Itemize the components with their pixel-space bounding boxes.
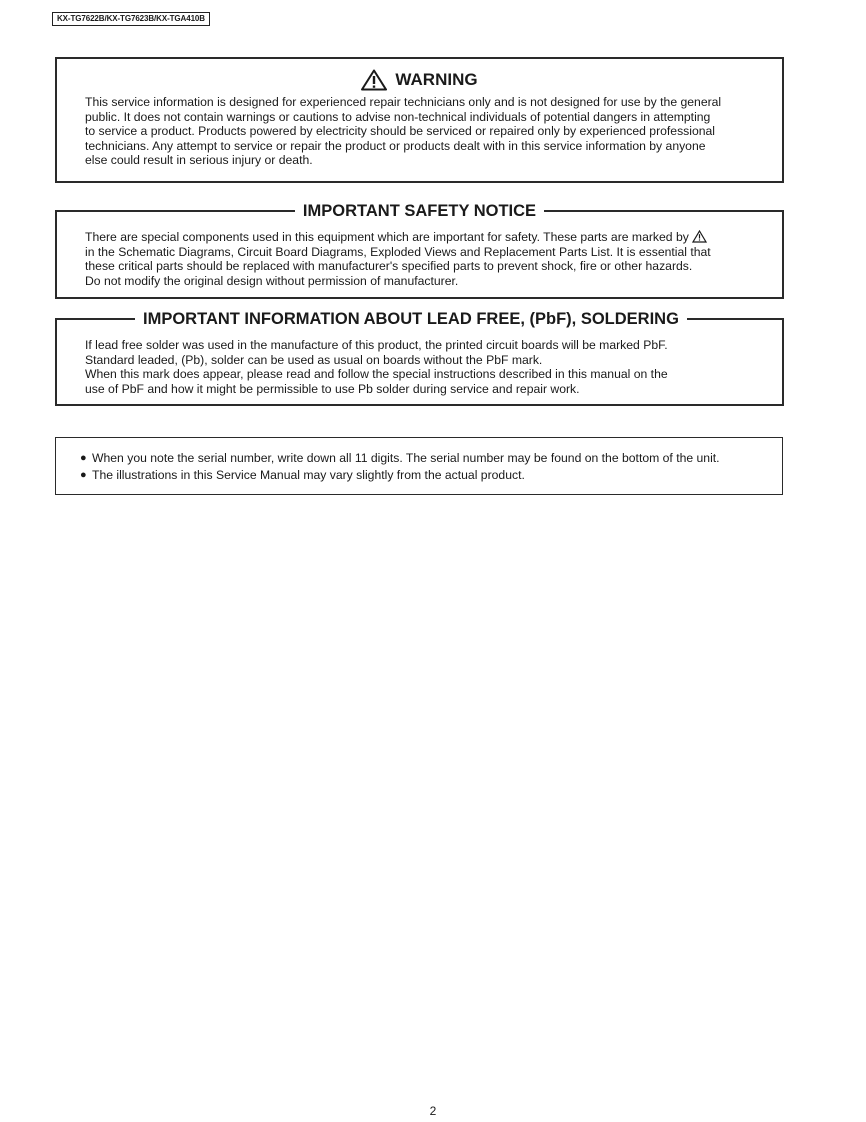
- bullet-icon: ●: [80, 452, 87, 464]
- safety-notice-text: [85, 230, 754, 288]
- notes-list: [56, 438, 782, 484]
- caution-triangle-icon: [692, 230, 707, 243]
- warning-box: [55, 57, 784, 183]
- warning-line: This service information is designed for experienced repair technicians only and is not designed for use by the general: [85, 95, 722, 109]
- warning-heading: [57, 69, 782, 91]
- safety-notice-title: IMPORTANT SAFETY NOTICE: [295, 202, 544, 220]
- notes-box: [55, 437, 783, 495]
- lead-free-line: When this mark does appear, please read and follow the special instructions described in this manual on the: [85, 367, 668, 382]
- lead-free-box: [55, 310, 784, 406]
- warning-text: [85, 91, 754, 168]
- lead-free-line: If lead free solder was used in the manufacture of this product, the printed circuit boards will be marked PbF.: [85, 338, 668, 352]
- lead-free-title: IMPORTANT INFORMATION ABOUT LEAD FREE, (PbF), SOLDERING: [135, 310, 687, 328]
- safety-line: these critical parts should be replaced with manufacturer's specified parts to prevent shock, fire or other hazards.: [85, 259, 693, 274]
- page-number: 2: [429, 1104, 437, 1118]
- safety-line: [85, 230, 754, 245]
- lead-free-text: [85, 338, 754, 396]
- safety-line-text: There are special components used in this equipment which are important for safety. These parts are marked by: [85, 230, 689, 244]
- list-item: [80, 450, 782, 467]
- safety-notice-box: [55, 202, 784, 299]
- lead-free-line: use of PbF and how it might be permissible to use Pb solder during service and repair work.: [85, 381, 580, 396]
- safety-line: Do not modify the original design without permission of manufacturer.: [85, 273, 459, 288]
- note-text: When you note the serial number, write down all 11 digits. The serial number may be found on the bottom of the unit.: [92, 451, 720, 465]
- safety-notice-heading: [57, 201, 782, 221]
- warning-title: WARNING: [395, 70, 478, 89]
- model-number-label: KX-TG7622B/KX-TG7623B/KX-TGA410B: [52, 12, 210, 26]
- bullet-icon: ●: [80, 469, 87, 481]
- warning-triangle-icon: [361, 69, 387, 91]
- list-item: [80, 467, 782, 484]
- warning-line: else could result in serious injury or death.: [85, 153, 313, 168]
- lead-free-line: Standard leaded, (Pb), solder can be used as usual on boards without the PbF mark.: [85, 352, 543, 367]
- note-text: The illustrations in this Service Manual may vary slightly from the actual product.: [92, 468, 525, 482]
- lead-free-heading: [57, 309, 687, 329]
- warning-line: technicians. Any attempt to service or repair the product or products dealt with in this service information by anyone: [85, 138, 706, 153]
- safety-line: in the Schematic Diagrams, Circuit Board Diagrams, Exploded Views and Replacement Parts List. It is essential that: [85, 244, 711, 259]
- warning-line: to service a product. Products powered by electricity should be serviced or repaired only by experienced professional: [85, 124, 716, 139]
- warning-line: public. It does not contain warnings or cautions to advise non-technical individuals of potential dangers in attempting: [85, 109, 711, 124]
